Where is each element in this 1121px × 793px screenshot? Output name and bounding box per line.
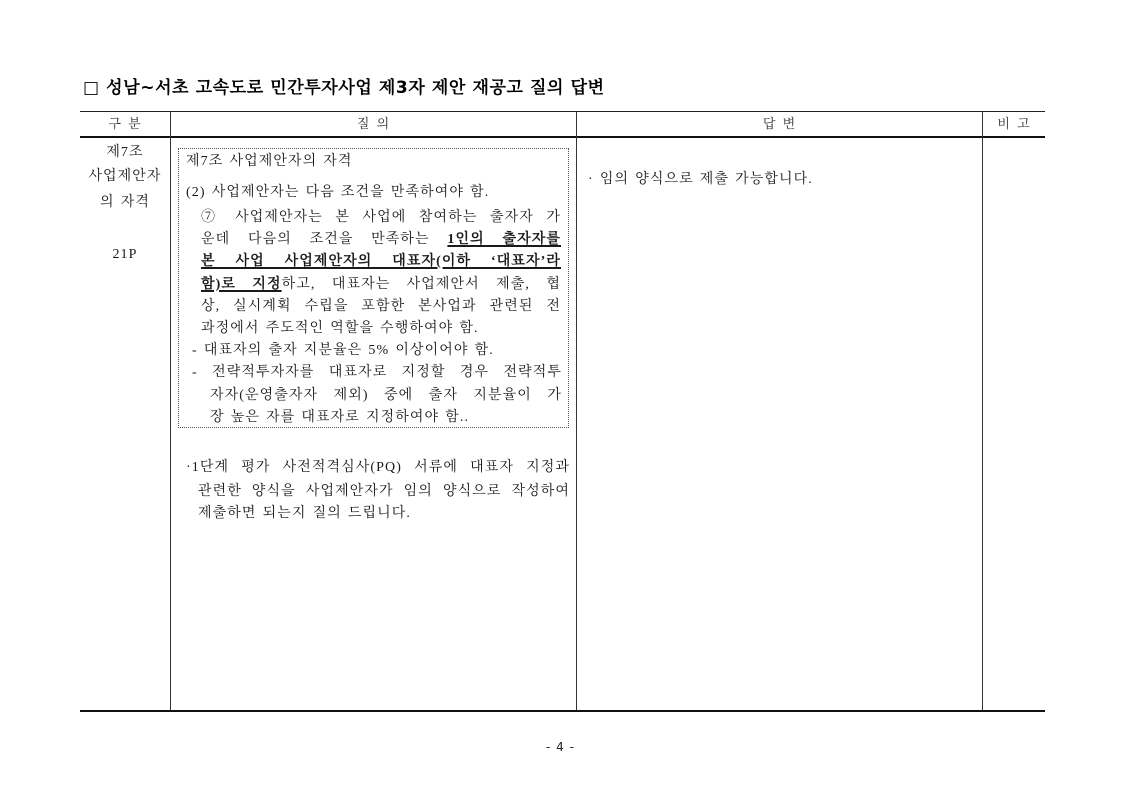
clause-condition-line: 자자(운영출자자 제외) 중에 출자 지분율이 가 [210,388,562,403]
category-title-line: 의 자격 [100,195,150,210]
emphasized-text: 1인의 출자자를 [447,232,561,247]
question-cell [171,139,576,710]
emphasized-text: 본 사업 사업제안자의 대표자(이하 ‘대표자’라 [201,254,561,269]
clause-subitem-line [201,320,479,338]
clause-text: 과정에서 주도적인 역할을 수행하여야 함. [201,321,479,336]
clause-subitem-line [201,209,561,227]
inquiry-line: ·1단계 평가 사전적격심사(PQ) 서류에 대표자 지정과 [186,460,570,475]
answer-line: · 임의 양식으로 제출 가능합니다. [588,172,813,187]
category-title-line: 사업제안자 [88,169,162,184]
emphasized-text: 함)로 지정 [201,277,282,292]
clause-item: (2) 사업제안자는 다음 조건을 만족하여야 함. [186,185,490,200]
table-header-row [80,112,1045,138]
category-cell [80,139,170,710]
clause-text: 운데 다음의 조건을 만족하는 [201,232,448,247]
header-question: 질 의 [356,116,391,131]
clause-condition-line: - 대표자의 출자 지분율은 5% 이상이어야 함. [192,343,494,358]
clause-subitem-line [201,231,561,249]
clause-subitem-line [201,253,561,271]
header-remarks: 비 고 [997,116,1031,131]
clause-heading: 제7조 사업제안자의 자격 [186,154,353,169]
header-category: 구 분 [108,116,142,131]
clause-condition-line: - 전략적투자자를 대표자로 지정할 경우 전략적투 [192,365,562,380]
document-title: □ 성남~서초 고속도로 민간투자사업 제3자 제안 재공고 질의 답변 [83,78,605,98]
clause-text: ⑦ 사업제안자는 본 사업에 참여하는 출자자 가 [201,210,561,225]
category-page-ref: 21P [112,247,138,262]
inquiry-line: 제출하면 되는지 질의 드립니다. [198,506,412,521]
clause-subitem-line [201,276,561,294]
category-article: 제7조 [106,145,144,160]
clause-text: 상, 실시계획 수립을 포함한 본사업과 관련된 전 [201,299,561,314]
page-number: - 4 - [546,740,575,754]
header-answer: 답 변 [762,116,797,131]
answer-cell [577,139,982,710]
clause-condition-line: 장 높은 자를 대표자로 지정하여야 함.. [210,410,470,425]
inquiry-line: 관련한 양식을 사업제안자가 임의 양식으로 작성하여 [198,484,570,499]
clause-text: 하고, 대표자는 사업제안서 제출, 협 [281,277,561,292]
remarks-cell [983,139,1045,710]
clause-subitem-line [201,298,561,316]
quoted-clause-box [178,148,569,428]
